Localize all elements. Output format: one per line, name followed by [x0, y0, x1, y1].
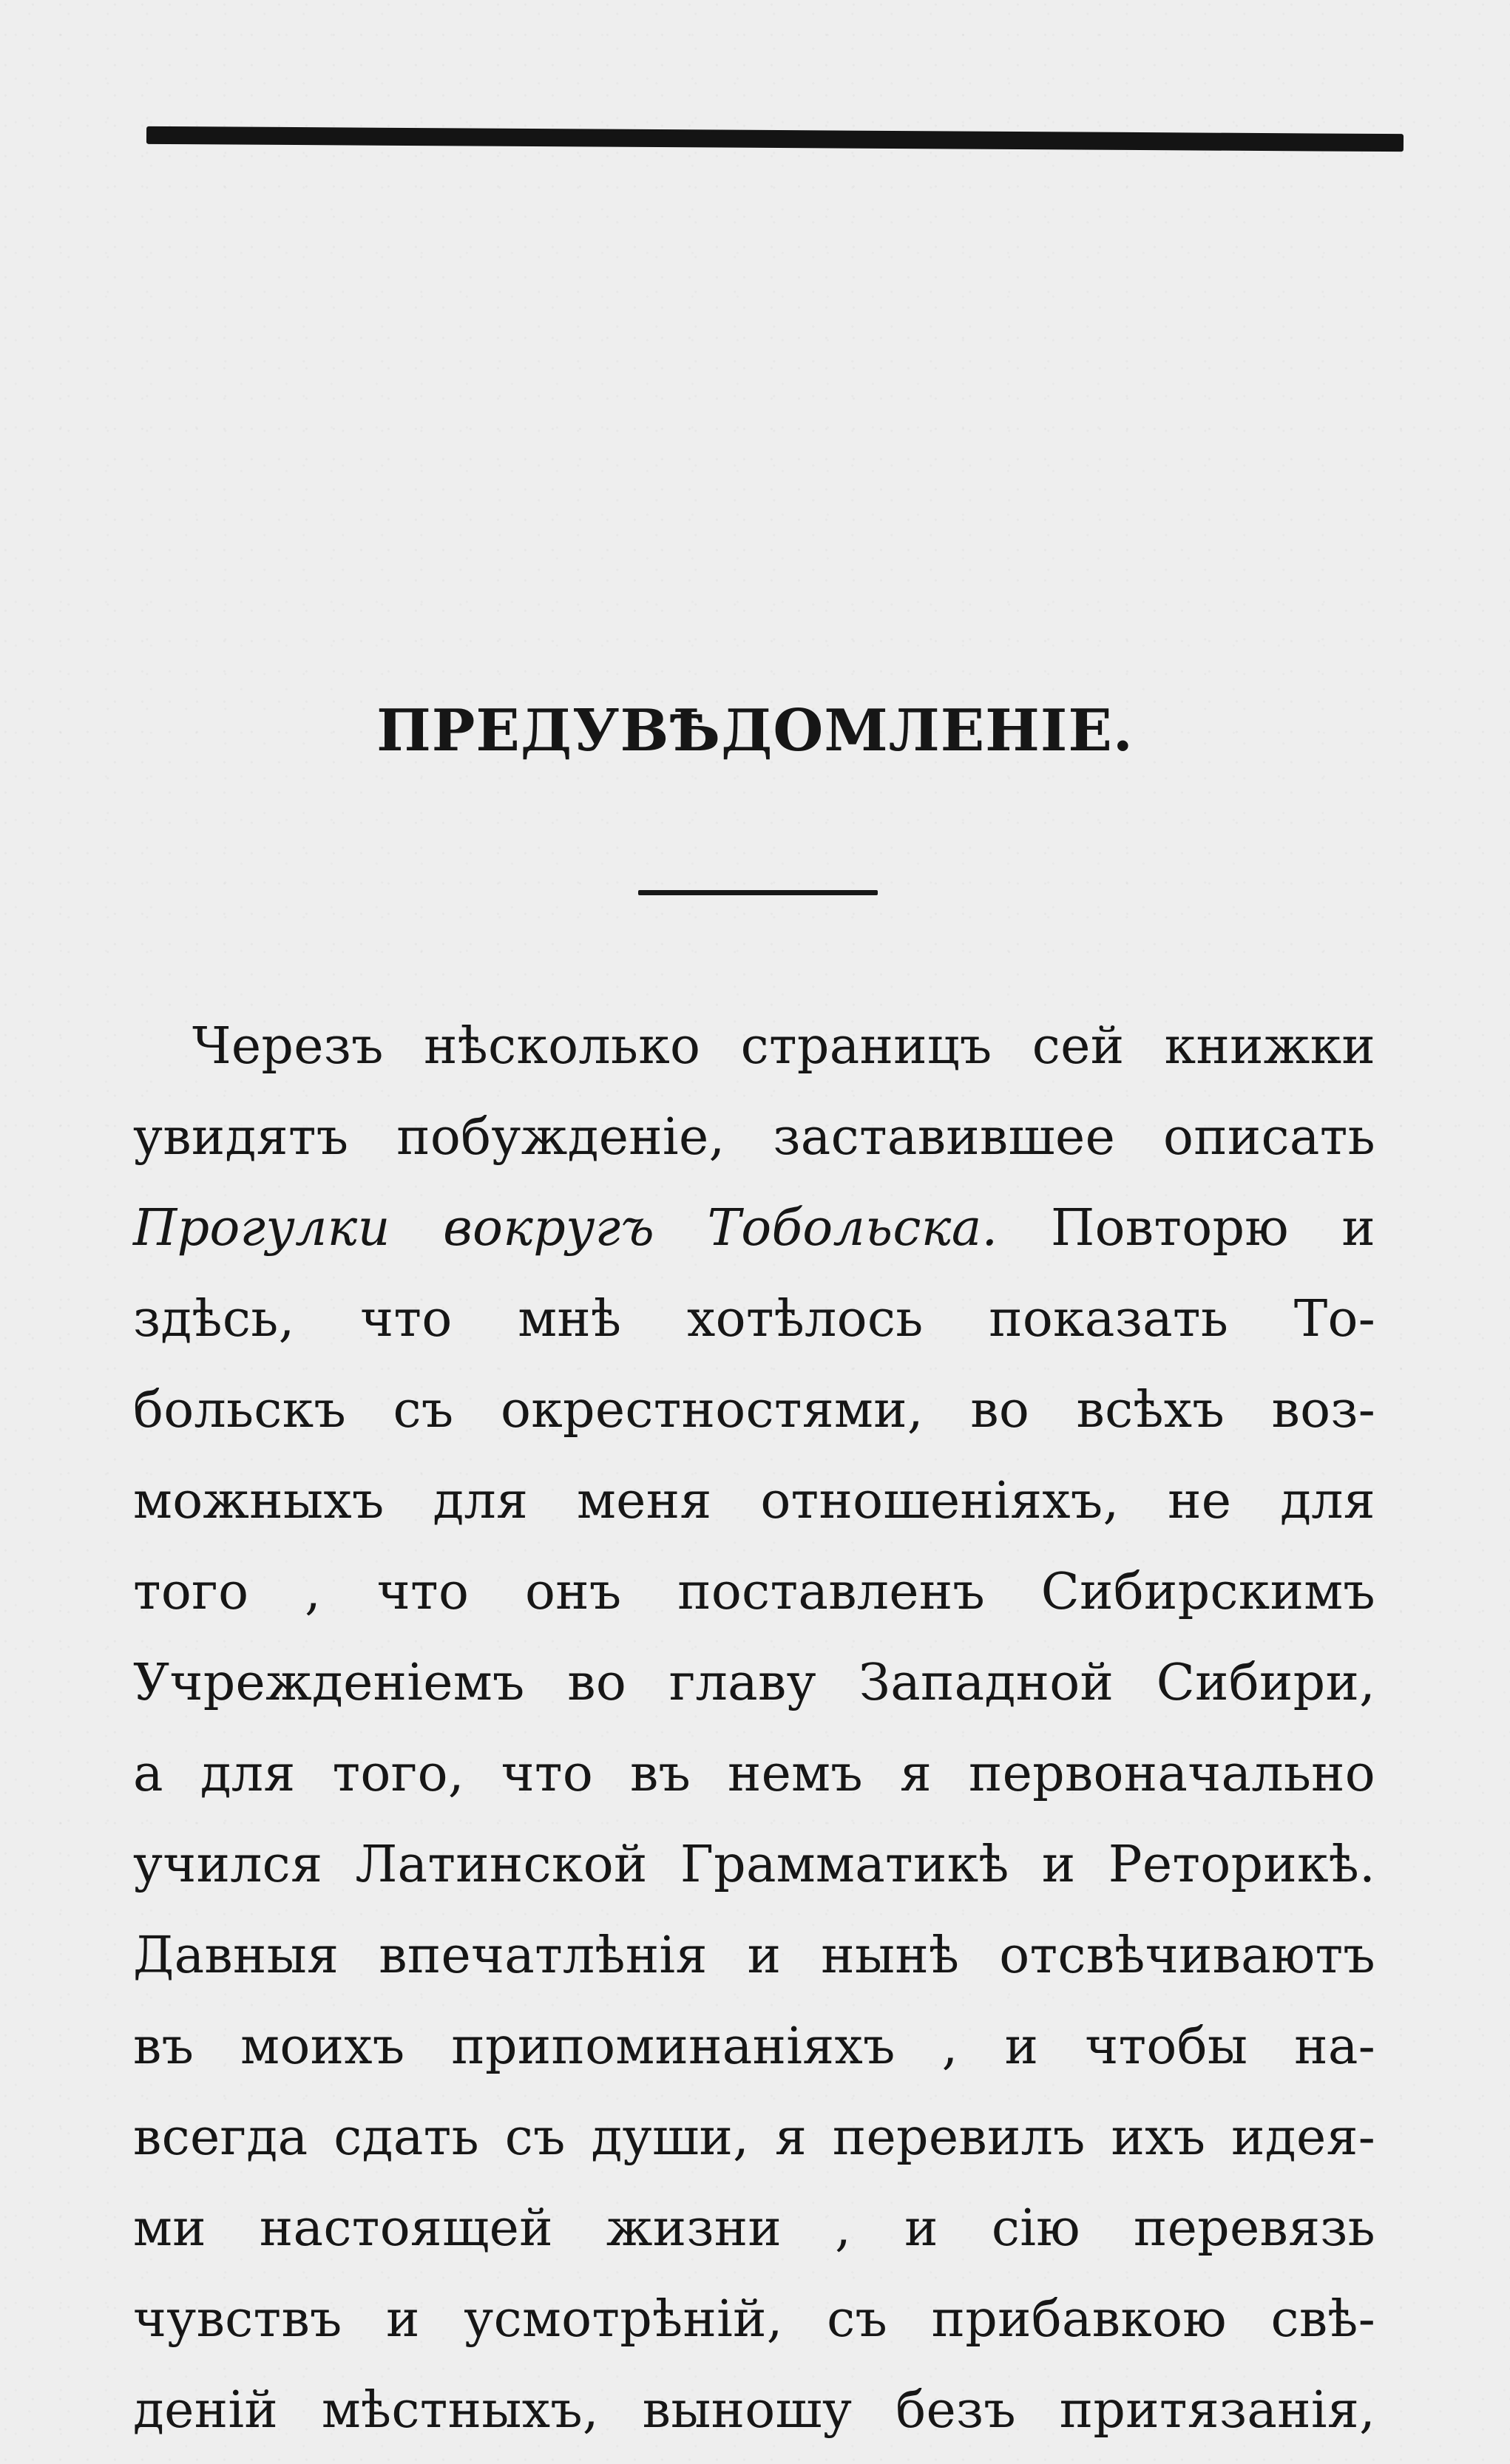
- line-3-continuation: Повторю и: [998, 1199, 1375, 1258]
- paragraph-line-3: [133, 1199, 1375, 1258]
- top-horizontal-rule: [146, 126, 1404, 152]
- paragraph-line-2: увидятъ побужденіе, заставившее описать: [133, 1108, 1375, 1167]
- title-divider: [638, 890, 878, 895]
- paragraph-line-1: Черезъ нѣсколько страницъ сей книжки: [192, 1017, 1375, 1076]
- italic-title-phrase: Прогулки вокругъ Тобольска.: [133, 1199, 998, 1258]
- paragraph-line-11: Давныя впечатлѣнія и нынѣ отсвѣчиваютъ: [133, 1927, 1375, 1985]
- paragraph-line-15: чувствъ и усмотрѣній, съ прибавкою свѣ-: [133, 2290, 1375, 2349]
- paragraph-line-12: въ моихъ припоминаніяхъ , и чтобы на-: [133, 2017, 1375, 2076]
- paragraph-line-14: ми настоящей жизни , и сію перевязь: [133, 2199, 1375, 2258]
- paragraph-line-13: всегда сдать съ души, я перевилъ ихъ идея-: [133, 2108, 1375, 2167]
- paragraph-line-7: того , что онъ поставленъ Сибирскимъ: [133, 1563, 1375, 1621]
- paragraph-line-6: можныхъ для меня отношеніяхъ, не для: [133, 1472, 1375, 1530]
- paragraph-line-10: учился Латинской Грамматикѣ и Реторикѣ.: [133, 1836, 1375, 1894]
- paragraph-line-16: деній мѣстныхъ, выношу безъ притязанія,: [133, 2381, 1375, 2440]
- paragraph-line-9: а для того, что въ немъ я первоначально: [133, 1745, 1375, 1803]
- paragraph-line-4: здѣсь, что мнѣ хотѣлось показать То-: [133, 1290, 1375, 1348]
- page-title: ПРЕДУВѢДОМЛЕНІЕ.: [376, 697, 1134, 764]
- paragraph-line-5: больскъ съ окрестностями, во всѣхъ воз-: [133, 1381, 1375, 1439]
- paragraph-line-8: Учрежденіемъ во главу Западной Сибири,: [133, 1654, 1375, 1712]
